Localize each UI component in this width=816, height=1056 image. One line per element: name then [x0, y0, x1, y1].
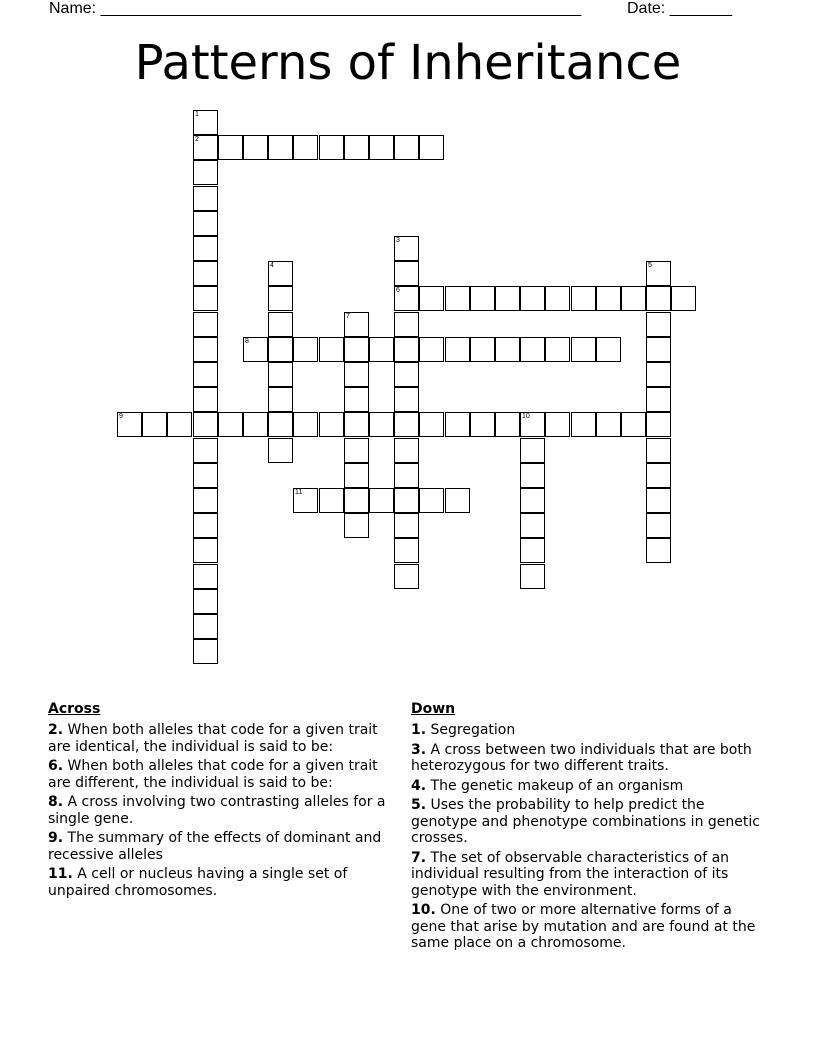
clue-number: 6.: [48, 758, 64, 774]
down-clue: [411, 850, 771, 900]
grid-cell[interactable]: [142, 412, 167, 437]
grid-cell[interactable]: [193, 236, 218, 261]
grid-cell[interactable]: [520, 513, 545, 538]
clue-number-label: 10: [522, 413, 530, 420]
grid-cell[interactable]: [646, 438, 671, 463]
grid-cell[interactable]: [319, 135, 344, 160]
clue-number: 11.: [48, 866, 73, 882]
clue-number-label: 9: [119, 413, 123, 420]
grid-cell[interactable]: [495, 286, 520, 311]
grid-cell[interactable]: [193, 639, 218, 664]
grid-cell[interactable]: [520, 564, 545, 589]
grid-cell[interactable]: [596, 412, 621, 437]
clue-number: 2.: [48, 722, 64, 738]
grid-cell[interactable]: [218, 412, 243, 437]
grid-cell[interactable]: [369, 135, 394, 160]
grid-cell[interactable]: [394, 463, 419, 488]
grid-cell[interactable]: [293, 412, 318, 437]
grid-cell[interactable]: [394, 488, 419, 513]
grid-cell[interactable]: [571, 286, 596, 311]
clue-text: Segregation: [430, 722, 516, 738]
grid-cell[interactable]: [445, 412, 470, 437]
grid-cell[interactable]: [193, 387, 218, 412]
grid-cell[interactable]: [419, 286, 444, 311]
clue-text: Uses the probability to help predict the genotype and phenotype combinations in genetic crosses.: [411, 797, 760, 846]
grid-cell[interactable]: [470, 337, 495, 362]
grid-cell[interactable]: [193, 186, 218, 211]
grid-cell[interactable]: [344, 463, 369, 488]
grid-cell[interactable]: [344, 412, 369, 437]
grid-cell[interactable]: [268, 286, 293, 311]
page-title: Patterns of Inheritance: [134, 35, 682, 91]
grid-cell[interactable]: [319, 337, 344, 362]
grid-cell[interactable]: [193, 312, 218, 337]
grid-cell[interactable]: [344, 387, 369, 412]
grid-cell[interactable]: [193, 614, 218, 639]
grid-cell[interactable]: [470, 286, 495, 311]
date-field-label: Date: _______: [627, 0, 732, 17]
grid-cell[interactable]: [293, 488, 318, 513]
grid-cell[interactable]: [394, 135, 419, 160]
down-clue: [411, 797, 771, 847]
grid-cell[interactable]: [193, 513, 218, 538]
grid-cell[interactable]: [520, 286, 545, 311]
clue-text: The genetic makeup of an organism: [430, 777, 684, 794]
across-clue: [48, 758, 404, 791]
grid-cell[interactable]: [394, 513, 419, 538]
name-field-label: Name: ______________________________________________________: [49, 0, 582, 17]
grid-cell[interactable]: [193, 286, 218, 311]
grid-cell[interactable]: [621, 286, 646, 311]
grid-cell[interactable]: [344, 513, 369, 538]
grid-cell[interactable]: [243, 337, 268, 362]
grid-cell[interactable]: [193, 589, 218, 614]
grid-cell[interactable]: [596, 286, 621, 311]
grid-cell[interactable]: [646, 337, 671, 362]
grid-cell[interactable]: [344, 312, 369, 337]
grid-cell[interactable]: [646, 387, 671, 412]
grid-cell[interactable]: [193, 261, 218, 286]
grid-cell[interactable]: [369, 488, 394, 513]
grid-cell[interactable]: [419, 412, 444, 437]
across-clues: [48, 701, 404, 902]
grid-cell[interactable]: [243, 135, 268, 160]
grid-cell[interactable]: [193, 412, 218, 437]
grid-cell[interactable]: [193, 463, 218, 488]
clue-number-label: 8: [245, 338, 249, 345]
across-heading: Across: [48, 701, 101, 717]
grid-cell[interactable]: [419, 488, 444, 513]
down-clue: [411, 722, 771, 739]
grid-cell[interactable]: [344, 362, 369, 387]
down-clue: [411, 902, 771, 952]
grid-cell[interactable]: [193, 211, 218, 236]
grid-cell[interactable]: [344, 337, 369, 362]
grid-cell[interactable]: [293, 135, 318, 160]
clue-number-label: 3: [396, 237, 400, 244]
grid-cell[interactable]: [268, 412, 293, 437]
grid-cell[interactable]: [394, 286, 419, 311]
grid-cell[interactable]: [646, 286, 671, 311]
grid-cell[interactable]: [419, 135, 444, 160]
grid-cell[interactable]: [445, 286, 470, 311]
clue-text: When both alleles that code for a given trait are different, the individual is said to be:: [48, 758, 378, 791]
grid-cell[interactable]: [495, 412, 520, 437]
grid-cell[interactable]: [193, 438, 218, 463]
grid-cell[interactable]: [646, 463, 671, 488]
grid-cell[interactable]: [268, 362, 293, 387]
grid-cell[interactable]: [268, 261, 293, 286]
grid-cell[interactable]: [319, 488, 344, 513]
grid-cell[interactable]: [167, 412, 192, 437]
clue-number: 5.: [411, 797, 427, 813]
grid-cell[interactable]: [445, 488, 470, 513]
grid-cell[interactable]: [193, 564, 218, 589]
grid-cell[interactable]: [243, 412, 268, 437]
grid-cell[interactable]: [268, 312, 293, 337]
grid-cell[interactable]: [193, 362, 218, 387]
clue-number: 10.: [411, 902, 436, 918]
grid-cell[interactable]: [470, 412, 495, 437]
grid-cell[interactable]: [394, 236, 419, 261]
grid-cell[interactable]: [621, 412, 646, 437]
grid-cell[interactable]: [646, 312, 671, 337]
grid-cell[interactable]: [394, 387, 419, 412]
grid-cell[interactable]: [520, 538, 545, 563]
grid-cell[interactable]: [193, 160, 218, 185]
down-heading: Down: [411, 701, 456, 717]
clue-number: 3.: [411, 741, 427, 758]
grid-cell[interactable]: [646, 261, 671, 286]
clue-number-label: 4: [270, 262, 274, 269]
down-clues: [411, 701, 771, 955]
clue-number: 1.: [411, 722, 427, 738]
across-clue: [48, 722, 404, 755]
grid-cell[interactable]: [495, 337, 520, 362]
grid-cell[interactable]: [344, 135, 369, 160]
grid-cell[interactable]: [445, 337, 470, 362]
grid-cell[interactable]: [520, 337, 545, 362]
clue-number-label: 6: [396, 287, 400, 294]
grid-cell[interactable]: [394, 564, 419, 589]
grid-cell[interactable]: [646, 362, 671, 387]
grid-cell[interactable]: [369, 412, 394, 437]
grid-cell[interactable]: [394, 412, 419, 437]
clue-number-label: 1: [195, 111, 199, 118]
grid-cell[interactable]: [268, 135, 293, 160]
grid-cell[interactable]: [646, 538, 671, 563]
down-clue: [411, 742, 771, 775]
clue-number: 7.: [411, 849, 427, 866]
grid-cell[interactable]: [419, 337, 444, 362]
grid-cell[interactable]: [520, 463, 545, 488]
grid-cell[interactable]: [319, 412, 344, 437]
clue-number-label: 11: [295, 489, 303, 496]
grid-cell[interactable]: [520, 412, 545, 437]
grid-cell[interactable]: [369, 337, 394, 362]
clue-number: 9.: [48, 830, 64, 846]
grid-cell[interactable]: [218, 135, 243, 160]
clue-number-label: 5: [648, 262, 652, 269]
grid-cell[interactable]: [293, 337, 318, 362]
down-clue: [411, 778, 771, 795]
grid-cell[interactable]: [596, 337, 621, 362]
grid-cell[interactable]: [344, 438, 369, 463]
across-clue: [48, 794, 404, 827]
clue-number-label: 7: [346, 313, 350, 320]
clue-number: 8.: [48, 794, 64, 810]
clue-number-label: 2: [195, 136, 199, 143]
clue-text: A cross between two individuals that are both heterozygous for two different traits.: [411, 741, 752, 774]
across-clue: [48, 830, 404, 863]
grid-cell[interactable]: [193, 488, 218, 513]
grid-cell[interactable]: [394, 337, 419, 362]
clue-number: 4.: [411, 777, 427, 794]
grid-cell[interactable]: [394, 312, 419, 337]
grid-cell[interactable]: [571, 412, 596, 437]
grid-cell[interactable]: [117, 412, 142, 437]
grid-cell[interactable]: [268, 438, 293, 463]
clue-text: The summary of the effects of dominant and recessive alleles: [48, 830, 382, 863]
grid-cell[interactable]: [193, 538, 218, 563]
grid-cell[interactable]: [193, 135, 218, 160]
grid-cell[interactable]: [268, 387, 293, 412]
grid-cell[interactable]: [646, 412, 671, 437]
grid-cell[interactable]: [545, 412, 570, 437]
clue-text: One of two or more alternative forms of a gene that arise by mutation and are found at the same place on a chromosome.: [411, 902, 756, 951]
grid-cell[interactable]: [520, 438, 545, 463]
grid-cell[interactable]: [394, 538, 419, 563]
grid-cell[interactable]: [394, 261, 419, 286]
grid-cell[interactable]: [646, 488, 671, 513]
clue-text: A cell or nucleus having a single set of unpaired chromosomes.: [48, 866, 348, 899]
clue-text: When both alleles that code for a given trait are identical, the individual is said to be:: [48, 722, 378, 755]
grid-cell[interactable]: [646, 513, 671, 538]
grid-cell[interactable]: [545, 337, 570, 362]
grid-cell[interactable]: [571, 337, 596, 362]
grid-cell[interactable]: [671, 286, 696, 311]
clue-text: The set of observable characteristics of an individual resulting from the interaction of its genotype with the environment.: [411, 849, 730, 899]
clue-text: A cross involving two contrasting alleles for a single gene.: [48, 794, 386, 827]
grid-cell[interactable]: [545, 286, 570, 311]
grid-cell[interactable]: [344, 488, 369, 513]
grid-cell[interactable]: [193, 110, 218, 135]
grid-cell[interactable]: [520, 488, 545, 513]
across-clue: [48, 866, 404, 899]
grid-cell[interactable]: [193, 337, 218, 362]
grid-cell[interactable]: [394, 438, 419, 463]
grid-cell[interactable]: [394, 362, 419, 387]
grid-cell[interactable]: [268, 337, 293, 362]
